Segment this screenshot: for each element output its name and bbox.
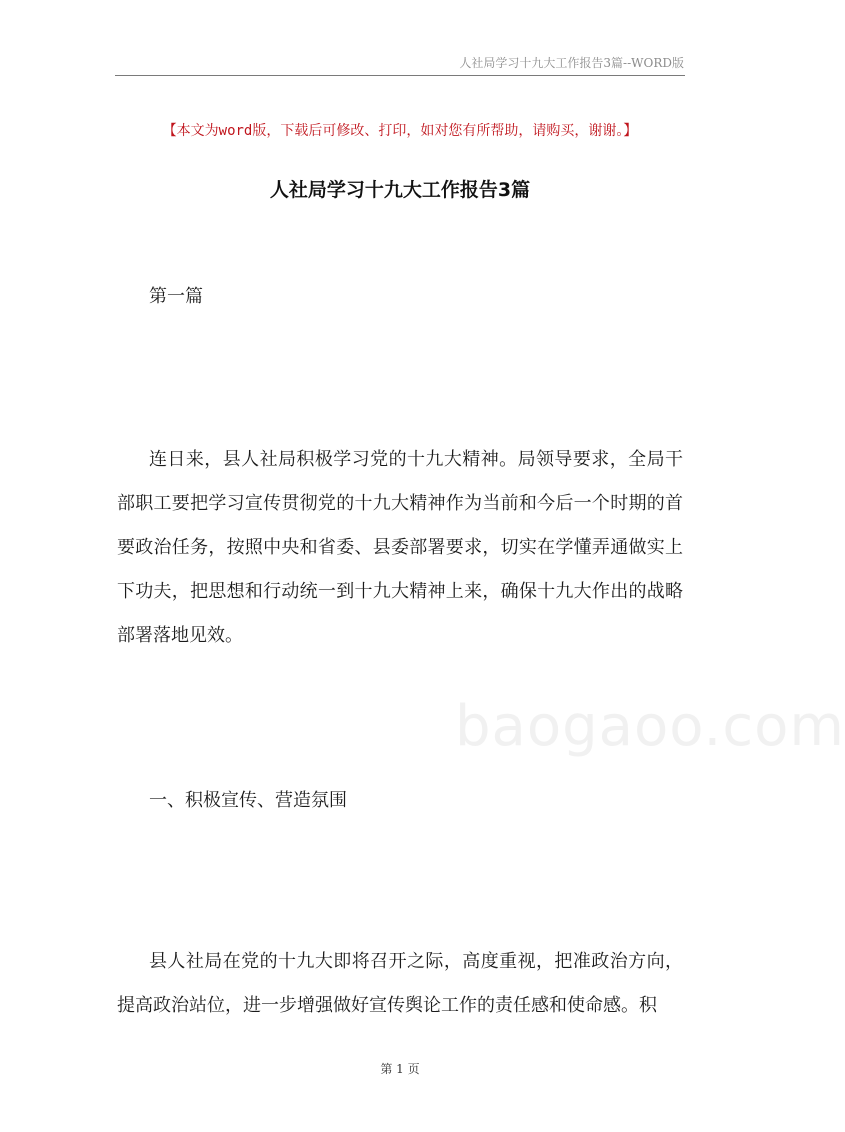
- page-number: 第 1 页: [380, 1062, 420, 1076]
- document-title: 人社局学习十九大工作报告3篇: [269, 179, 531, 201]
- header-divider: [115, 75, 685, 76]
- body-paragraph-1: 连日来，县人社局积极学习党的十九大精神。局领导要求，全局干部职工要把学习宣传贯彻党的十九大精神作为当前和今后一个时期的首要政治任务，按照中央和省委、县委部署要求，切实在学懂弄通做实上下功夫，把思想和行动统一到十九大精神上来，确保十九大作出的战略部署落地见效。: [117, 449, 683, 646]
- body-paragraph-2: 县人社局在党的十九大即将召开之际，高度重视，把准政治方向，提高政治站位，进一步增强做好宣传舆论工作的责任感和使命感。积: [117, 951, 683, 1016]
- subsection-heading-1: 一、积极宣传、营造氛围: [149, 790, 347, 811]
- running-header: 人社局学习十九大工作报告3篇--WORD版: [459, 56, 684, 70]
- purchase-notice: 【本文为word版，下载后可修改、打印，如对您有所帮助，请购买，谢谢。】: [162, 123, 638, 139]
- section-label-first: 第一篇: [149, 286, 203, 307]
- site-watermark: baogaoo.com: [455, 694, 845, 759]
